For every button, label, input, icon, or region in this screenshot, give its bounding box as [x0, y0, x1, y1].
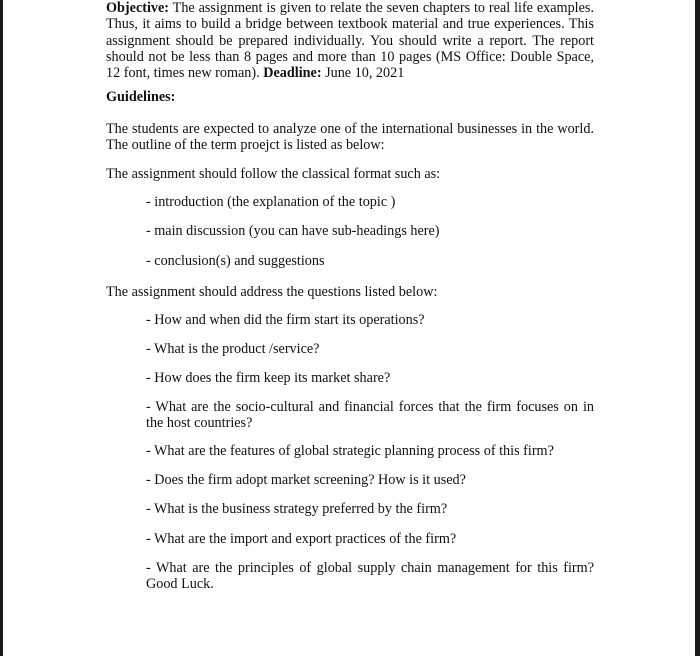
format-item: - main discussion (you can have sub-headings here): [146, 223, 440, 239]
question-item: - What are the principles of global supply chain management for this firm? Good Luck.: [146, 560, 594, 592]
guidelines-heading: [106, 89, 594, 105]
question-item: - How and when did the firm start its operations?: [146, 312, 425, 328]
questions-paragraph: The assignment should address the questions listed below:: [106, 284, 438, 300]
objective-paragraph: [106, 0, 594, 81]
guidelines-heading-text: Guidelines:: [106, 89, 176, 105]
deadline-label: Deadline:: [263, 65, 322, 82]
objective-text: The assignment is given to relate the seven chapters to real life examples. Thus, it aims to build a bridge between textbook material and true experiences. This assignment should be prepared individually. You should write a report. The report should not be less than 8 pages and more than 10 pages (MS Office: Double Space, 12 font, times new roman).: [106, 0, 594, 82]
question-item: - Does the firm adopt market screening? How is it used?: [146, 472, 466, 488]
question-item: - How does the firm keep its market share?: [146, 370, 391, 386]
question-item: - What are the features of global strategic planning process of this firm?: [146, 443, 554, 459]
question-item: - What is the business strategy preferred by the firm?: [146, 501, 448, 517]
question-item: - What are the import and export practices of the firm?: [146, 531, 457, 547]
format-item: - introduction (the explanation of the topic ): [146, 194, 396, 210]
intro-paragraph: The students are expected to analyze one of the international businesses in the world. The outline of the term proejct is listed as below:: [106, 121, 594, 154]
right-border: [695, 0, 700, 656]
format-paragraph: The assignment should follow the classical format such as:: [106, 166, 441, 182]
deadline-value: June 10, 2021: [321, 65, 405, 82]
question-item: - What are the socio-cultural and financial forces that the firm focuses on in the host countries?: [146, 399, 594, 431]
question-item: - What is the product /service?: [146, 341, 320, 357]
left-border: [0, 0, 3, 656]
objective-label: Objective:: [106, 0, 170, 16]
format-item: - conclusion(s) and suggestions: [146, 253, 325, 269]
